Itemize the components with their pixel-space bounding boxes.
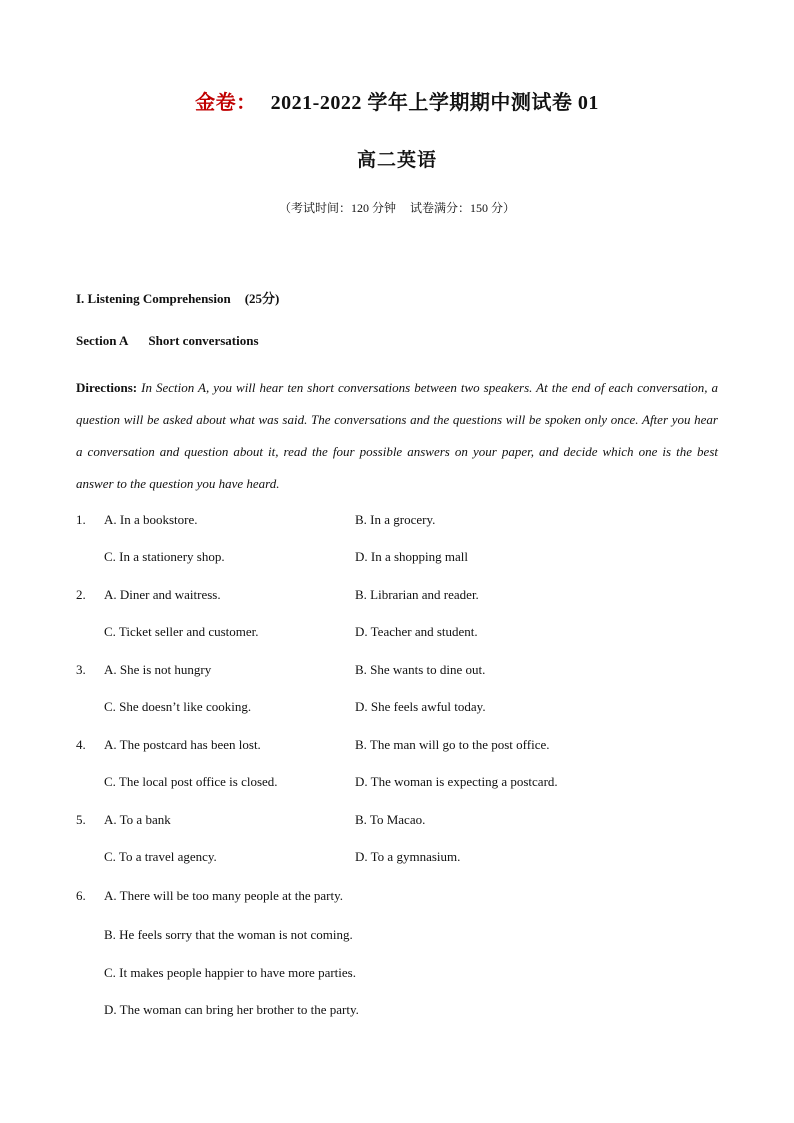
option-a: A. To a bank <box>104 812 171 827</box>
option-c: C. Ticket seller and customer. <box>104 624 259 639</box>
option-c: C. It makes people happier to have more parties. <box>104 965 356 980</box>
question-number: 6. <box>76 888 86 903</box>
option-b: B. Librarian and reader. <box>355 587 479 602</box>
option-a: A. In a bookstore. <box>104 512 198 527</box>
option-c: C. In a stationery shop. <box>104 549 225 564</box>
part-points: (25分) <box>244 291 280 306</box>
option-c: C. To a travel agency. <box>104 849 217 864</box>
option-b: B. She wants to dine out. <box>355 662 486 677</box>
section-label: Section A <box>76 333 129 348</box>
exam-time: （考试时间：120 分钟 <box>278 201 396 215</box>
exam-title <box>0 86 794 115</box>
option-a: A. Diner and waitress. <box>104 587 221 602</box>
option-d: D. In a shopping mall <box>355 549 469 564</box>
question-number: 3. <box>76 662 86 677</box>
option-a: A. She is not hungry <box>104 662 212 677</box>
question-number: 4. <box>76 737 86 752</box>
option-d: D. Teacher and student. <box>355 624 478 639</box>
option-a: A. There will be too many people at the party. <box>104 888 343 903</box>
directions-label: Directions: <box>76 380 138 395</box>
option-d: D. The woman is expecting a postcard. <box>355 774 558 789</box>
option-d: D. She feels awful today. <box>355 699 486 714</box>
option-a: A. The postcard has been lost. <box>104 737 261 752</box>
subject-title: 高二英语 <box>356 150 437 171</box>
exam-score: 试卷满分：150 分） <box>410 201 516 215</box>
question-number: 5. <box>76 812 86 827</box>
section-heading <box>76 333 259 349</box>
option-b: B. He feels sorry that the woman is not coming. <box>104 927 353 942</box>
part-title: I. Listening Comprehension <box>76 291 231 306</box>
option-c: C. The local post office is closed. <box>104 774 278 789</box>
part-heading <box>76 288 279 307</box>
exam-title-text: 2021-2022 学年上学期期中测试卷 01 <box>270 92 599 114</box>
option-b: B. The man will go to the post office. <box>355 737 550 752</box>
option-d: D. To a gymnasium. <box>355 849 461 864</box>
section-name: Short conversations <box>148 333 259 348</box>
option-c: C. She doesn’t like cooking. <box>104 699 252 714</box>
exam-info <box>0 199 794 216</box>
brand-label: 金卷： <box>195 92 257 114</box>
question-number: 1. <box>76 512 86 527</box>
question-number: 2. <box>76 587 86 602</box>
directions-text: In Section A, you will hear ten short conversations between two speakers. At the end of each conversation, a question will be asked about what was said. The conversations and the questions will be spoken only once. After you hear a conversation and question about it, read the four possible answers on your paper, and decide which one is the best answer to the question you have heard. <box>76 380 718 491</box>
option-b: B. In a grocery. <box>355 512 436 527</box>
directions <box>76 372 718 500</box>
option-d: D. The woman can bring her brother to the party. <box>104 1002 359 1017</box>
option-b: B. To Macao. <box>355 812 426 827</box>
